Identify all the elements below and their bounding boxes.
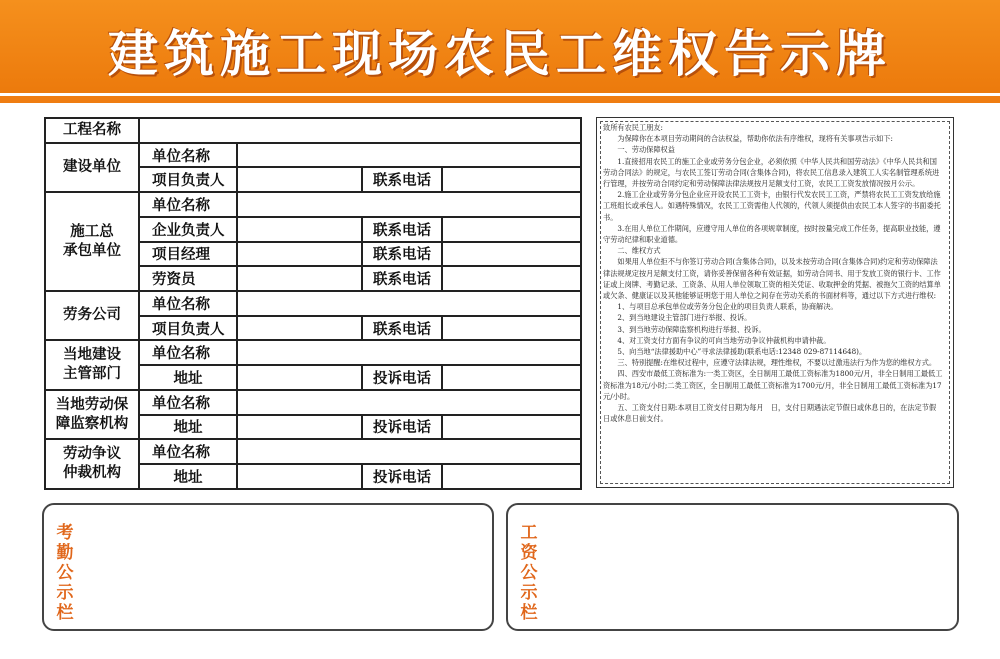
field-label: 项目负责人	[139, 167, 237, 192]
field-value	[237, 192, 581, 217]
notice-paragraph: 五、工资支付日期:本项目工资支付日期为每月 日，支付日期遇法定节假日或休息日的，在法定节假日或休息日前支付。	[603, 403, 937, 424]
field-label: 单位名称	[139, 143, 237, 168]
table-row-project	[45, 118, 581, 143]
table-row	[45, 143, 581, 168]
notice-paragraph: 3、到当地劳动保障监察机构进行举报、投诉。	[617, 324, 766, 334]
wage-board-label: 工资公示栏	[520, 523, 538, 623]
field-value	[237, 266, 362, 291]
notice-paragraph: 2、到当地建设主管部门进行举报、投诉。	[617, 313, 752, 323]
category-cell: 施工总 承包单位	[45, 192, 139, 291]
contact-label: 联系电话	[362, 217, 442, 242]
notice-paragraph: 二、维权方式	[617, 246, 661, 256]
notice-paragraph: 为保障你在本项目劳动期间的合法权益，帮助你依法有序维权，现将有关事项告示如下:	[617, 134, 893, 144]
notice-paragraph: 1、与项目总承包单位或劳务分包企业的项目负责人联系，协商解决。	[617, 302, 838, 312]
notice-paragraph: 三、特别提醒:在维权过程中，应遵守法律法规，理性维权，不要以过激违法行为作为您的维权方式。	[617, 358, 937, 368]
field-value	[237, 167, 362, 192]
contact-value	[442, 464, 581, 489]
contact-value	[442, 365, 581, 390]
contact-label: 联系电话	[362, 242, 442, 267]
contact-value	[442, 266, 581, 291]
table-row	[45, 340, 581, 365]
field-value	[237, 242, 362, 267]
contact-label: 投诉电话	[362, 464, 442, 489]
field-value	[237, 464, 362, 489]
notice-paragraph: 1.直接招用农民工的施工企业或劳务分包企业，必须依照《中华人民共和国劳动法》《中华人民共和国劳动合同法》的规定，与农民工签订劳动合同(含集体合同)，将农民工信息录入建筑工人实名制管理系统进行管理，并按劳动合同约定和劳动保障法律法规按月足额支付工资，农民工工资发放情况按月公示。	[603, 156, 940, 189]
wage-board	[506, 503, 959, 631]
field-value	[237, 439, 581, 464]
info-table	[44, 117, 582, 490]
contact-value	[442, 167, 581, 192]
contact-value	[442, 217, 581, 242]
field-value	[237, 390, 581, 415]
notice-paragraph: 2.施工企业或劳务分包企业应开设农民工工资卡，由银行代发农民工工资，严禁将农民工工资发放给施工班组长或承包人。如遇特殊情况，农民工工资需他人代领的，代领人须提供由农民工本人签字的书面委托书。	[603, 190, 941, 222]
notice-paragraph: 4、对工资支付方面有争议的可向当地劳动争议仲裁机构申请仲裁。	[617, 335, 831, 345]
field-label: 企业负责人	[139, 217, 237, 242]
contact-label: 联系电话	[362, 316, 442, 341]
project-name-value	[139, 118, 581, 143]
notice-paragraph: 如果用人单位拒不与你签订劳动合同(含集体合同)，以及未按劳动合同(含集体合同)约定和劳动保障法律法规规定按月足额支付工资，请你妥善保留各种有效证据，如劳动合同书、用于发放工资的银行卡、工作证或上岗牌、考勤记录、工资条、从用人单位领取工资的相关凭证、收取押金的凭据、被拖欠工资的结算单或欠条、健康证以及其他能够证明您于用人单位之间存在劳动关系的书面材料等，通过以下方式进行维权:	[603, 257, 941, 301]
field-value	[237, 340, 581, 365]
notice-paragraph: 致所有农民工朋友:	[603, 123, 663, 132]
notice-paragraph: 3.在用人单位工作期间，应遵守用人单位的各项规章制度，按时按量完成工作任务，提高职业技能，遵守劳动纪律和职业道德。	[603, 223, 941, 245]
notice-paragraph: 四、西安市最低工资标准为:一类工资区，全日制用工最低工资标准为1800元/月，非全日制用工最低工资标准为18元/小时;二类工资区，全日制用工最低工资标准为1700元/月，非全日制用工最低工资标准为17元/小时。	[603, 369, 943, 401]
field-label: 单位名称	[139, 192, 237, 217]
attendance-board	[42, 503, 494, 631]
contact-value	[442, 415, 581, 440]
field-label: 地址	[139, 365, 237, 390]
page-title: 建筑施工现场农民工维权告示牌	[108, 25, 892, 83]
field-label: 地址	[139, 415, 237, 440]
field-label: 单位名称	[139, 439, 237, 464]
contact-label: 联系电话	[362, 266, 442, 291]
category-cell: 当地建设 主管部门	[45, 340, 139, 389]
project-name-label: 工程名称	[45, 118, 139, 143]
field-value	[237, 316, 362, 341]
field-label: 项目经理	[139, 242, 237, 267]
field-label: 劳资员	[139, 266, 237, 291]
table-row	[45, 192, 581, 217]
table-row	[45, 439, 581, 464]
contact-label: 联系电话	[362, 167, 442, 192]
field-value	[237, 143, 581, 168]
field-label: 单位名称	[139, 291, 237, 316]
field-value	[237, 415, 362, 440]
attendance-board-label: 考勤公示栏	[56, 523, 74, 623]
field-value	[237, 217, 362, 242]
header-banner-divider	[0, 93, 1000, 96]
category-cell: 劳动争议 仲裁机构	[45, 439, 139, 488]
notice-paragraph: 5、向当地“法律援助中心”寻求法律援助(联系电话:12348 029-87114648)。	[617, 347, 867, 357]
notice-paragraph: 一、劳动保障权益	[617, 145, 675, 155]
category-cell: 当地劳动保 障监察机构	[45, 390, 139, 439]
table-row	[45, 390, 581, 415]
field-value	[237, 291, 581, 316]
notice-text	[603, 122, 943, 424]
contact-label: 投诉电话	[362, 365, 442, 390]
field-label: 项目负责人	[139, 316, 237, 341]
contact-value	[442, 242, 581, 267]
field-label: 单位名称	[139, 390, 237, 415]
category-cell: 建设单位	[45, 143, 139, 192]
field-label: 地址	[139, 464, 237, 489]
header-banner	[0, 0, 1000, 103]
category-cell: 劳务公司	[45, 291, 139, 340]
notice-panel	[596, 117, 954, 488]
contact-value	[442, 316, 581, 341]
field-value	[237, 365, 362, 390]
table-row	[45, 291, 581, 316]
contact-label: 投诉电话	[362, 415, 442, 440]
field-label: 单位名称	[139, 340, 237, 365]
